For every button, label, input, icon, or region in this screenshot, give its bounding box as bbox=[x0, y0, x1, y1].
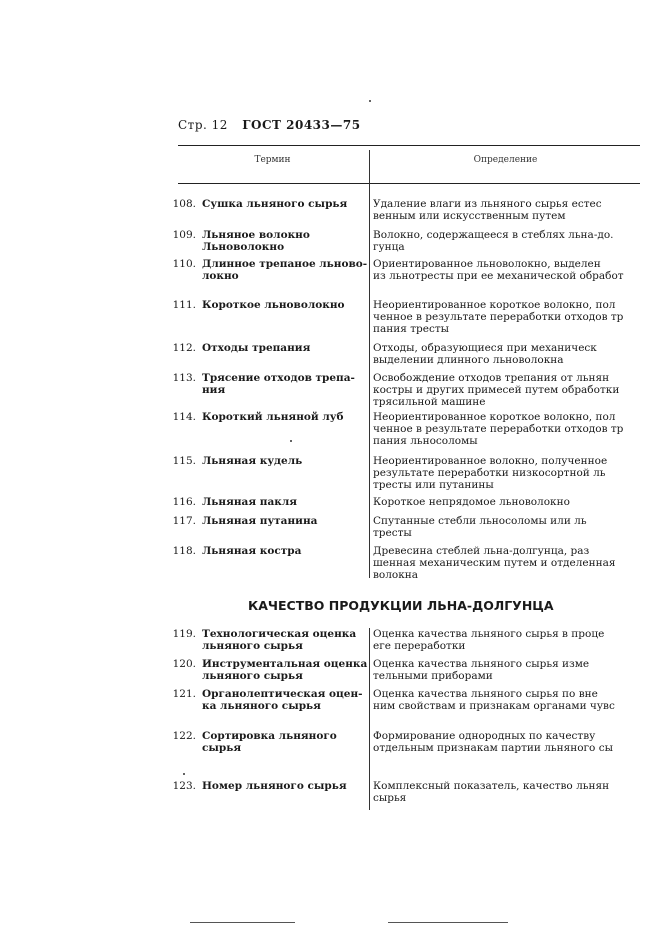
term-number: 113. bbox=[172, 372, 196, 384]
term-number: 115. bbox=[172, 455, 196, 467]
term-definition: Отходы, образующиеся при механическ выделении длинного льноволокна bbox=[373, 342, 597, 366]
term-definition: Комплексный показатель, качество льнян сырья bbox=[373, 780, 610, 804]
term-definition: Ориентированное льноволокно, выделен из льнотресты при ее механической обработ bbox=[373, 258, 624, 282]
term-definition: Волокно, содержащееся в стеблях льна-до. гунца bbox=[373, 229, 614, 253]
term-number: 114. bbox=[172, 411, 196, 423]
term-definition: Оценка качества льняного сырья изме тельными приборами bbox=[373, 658, 590, 682]
term-name: Сортировка льняного сырья bbox=[202, 730, 337, 754]
term-name: Льняная костра bbox=[202, 545, 302, 557]
term-name: Короткое льноволокно bbox=[202, 299, 345, 311]
term-name: Льняное волокно Льноволокно bbox=[202, 229, 310, 253]
scan-speck bbox=[369, 100, 371, 102]
column-header-term: Термин bbox=[254, 155, 291, 165]
page-header bbox=[178, 118, 361, 132]
term-number: 123. bbox=[172, 780, 196, 792]
term-name: Трясение отходов трепа- ния bbox=[202, 372, 355, 396]
term-name: Номер льняного сырья bbox=[202, 780, 347, 792]
term-definition: Оценка качества льняного сырья по вне ним свойствам и признакам органами чувс bbox=[373, 688, 615, 712]
term-name: Короткий льняной луб bbox=[202, 411, 344, 423]
term-number: 117. bbox=[172, 515, 196, 527]
term-definition: Неориентированное короткое волокно, пол ченное в результате переработки отходов тр пания льносоломы bbox=[373, 411, 624, 447]
term-definition: Древесина стеблей льна-долгунца, раз шенная механическим путем и отделенная волокна bbox=[373, 545, 616, 581]
term-name: Сушка льняного сырья bbox=[202, 198, 348, 210]
standard-number: ГОСТ 20433—75 bbox=[242, 118, 361, 132]
term-name: Льняная путанина bbox=[202, 515, 318, 527]
footer-rule-right bbox=[388, 922, 508, 923]
term-name: Льняная кудель bbox=[202, 455, 303, 467]
term-name: Льняная пакля bbox=[202, 496, 297, 508]
term-number: 116. bbox=[172, 496, 196, 508]
term-number: 120. bbox=[172, 658, 196, 670]
term-number: 111. bbox=[172, 299, 196, 311]
table-top-rule bbox=[178, 145, 640, 146]
term-definition: Удаление влаги из льняного сырья естес венным или искусственным путем bbox=[373, 198, 602, 222]
term-name: Отходы трепания bbox=[202, 342, 311, 354]
column-divider-top bbox=[369, 150, 370, 578]
term-number: 122. bbox=[172, 730, 196, 742]
scan-speck bbox=[183, 773, 185, 775]
term-definition: Освобождение отходов трепания от льнян костры и других примесей путем обработки трясильной машине bbox=[373, 372, 620, 408]
term-name: Инструментальная оценка льняного сырья bbox=[202, 658, 368, 682]
page-number: Стр. 12 bbox=[178, 118, 228, 132]
term-number: 112. bbox=[172, 342, 196, 354]
term-name: Технологическая оценка льняного сырья bbox=[202, 628, 357, 652]
scan-speck bbox=[290, 440, 292, 442]
column-divider-bottom bbox=[369, 628, 370, 810]
term-number: 108. bbox=[172, 198, 196, 210]
term-number: 110. bbox=[172, 258, 196, 270]
term-definition: Спутанные стебли льносоломы или ль тресты bbox=[373, 515, 587, 539]
term-number: 109. bbox=[172, 229, 196, 241]
term-name: Длинное трепаное льново- локно bbox=[202, 258, 368, 282]
term-definition: Короткое непрядомое льноволокно bbox=[373, 496, 570, 508]
term-definition: Неориентированное волокно, полученное результате переработки низкосортной ль тресты или путанины bbox=[373, 455, 608, 491]
term-definition: Формирование однородных по качеству отдельным признакам партии льняного сы bbox=[373, 730, 613, 754]
section-title: КАЧЕСТВО ПРОДУКЦИИ ЛЬНА-ДОЛГУНЦА bbox=[248, 598, 554, 613]
term-definition: Оценка качества льняного сырья в проце еге переработки bbox=[373, 628, 605, 652]
term-number: 119. bbox=[172, 628, 196, 640]
term-definition: Неориентированное короткое волокно, пол ченное в результате переработки отходов тр пания тресты bbox=[373, 299, 624, 335]
term-number: 118. bbox=[172, 545, 196, 557]
term-name: Органолептическая оцен- ка льняного сырья bbox=[202, 688, 363, 712]
footer-rule-left bbox=[190, 922, 295, 923]
column-header-definition: Определение bbox=[473, 155, 538, 165]
table-header-rule bbox=[178, 183, 640, 184]
term-number: 121. bbox=[172, 688, 196, 700]
